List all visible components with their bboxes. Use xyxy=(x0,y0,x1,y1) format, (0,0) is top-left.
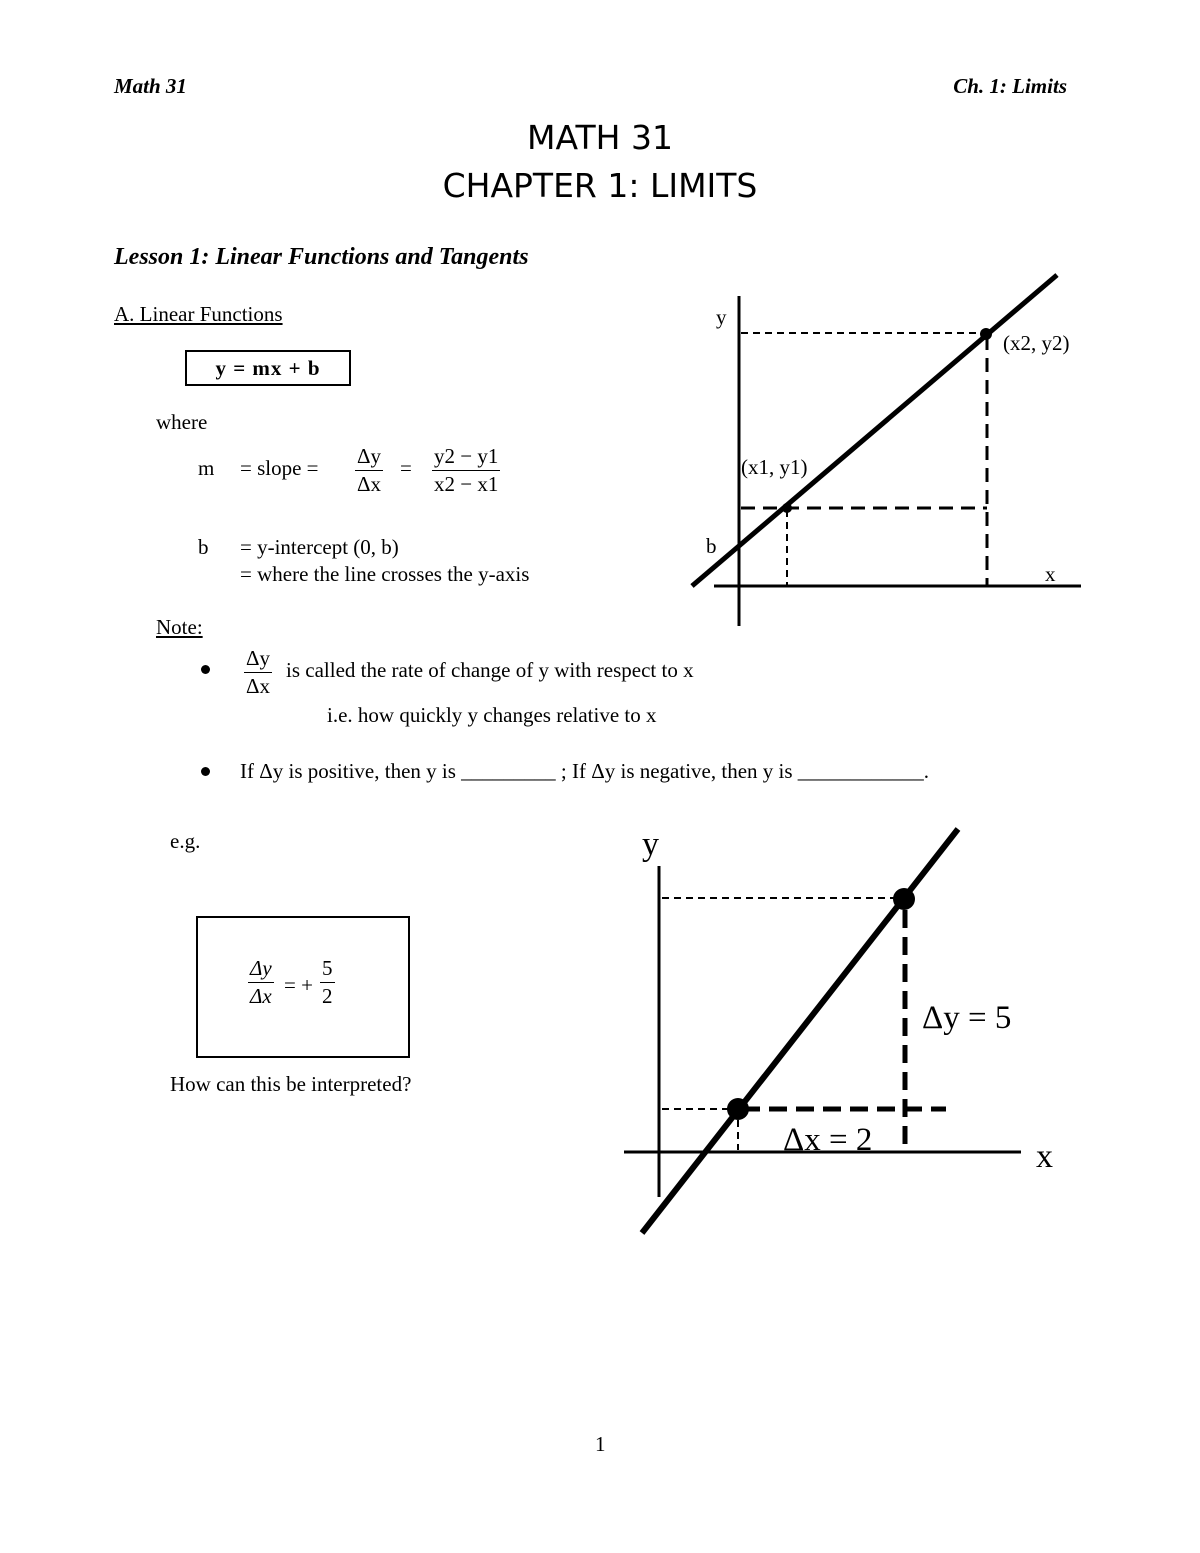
example-eq-sign: = + xyxy=(284,973,313,997)
b-line1: = y-intercept (0, b) xyxy=(240,535,399,559)
header-right: Ch. 1: Limits xyxy=(953,74,1067,98)
bullet1-sub: i.e. how quickly y changes relative to x xyxy=(327,703,657,727)
graph-2 xyxy=(624,826,1053,1233)
graph1-point2 xyxy=(980,328,992,340)
slope-den: Δx xyxy=(357,472,382,496)
graph2-x-label: x xyxy=(1036,1138,1053,1175)
m-label: m xyxy=(198,456,215,480)
eg-label: e.g. xyxy=(170,829,201,853)
graph1-point1 xyxy=(782,503,792,513)
page-number: 1 xyxy=(595,1432,606,1456)
graph1-y-label: y xyxy=(716,305,727,329)
example-frac-den: Δx xyxy=(250,984,272,1008)
title-line1: MATH 31 xyxy=(527,118,673,157)
rate-den: Δx xyxy=(246,674,271,698)
header-left: Math 31 xyxy=(114,74,187,98)
graph1-line xyxy=(692,275,1057,586)
title-line2: CHAPTER 1: LIMITS xyxy=(442,166,758,205)
graph-1 xyxy=(692,275,1081,626)
note-heading: Note: xyxy=(156,615,203,639)
example-value-num: 5 xyxy=(320,958,335,983)
b-label: b xyxy=(198,535,209,559)
graph1-p2-label: (x2, y2) xyxy=(1003,331,1070,355)
graph1-p1-label: (x1, y1) xyxy=(741,455,808,479)
example-frac-num: Δy xyxy=(248,958,274,983)
m-eq: = slope = xyxy=(240,456,319,480)
graph2-dx-label: Δx = 2 xyxy=(783,1122,873,1158)
bullet2-text: If Δy is positive, then y is _________ ; If Δy is negative, then y is ____________. xyxy=(240,759,930,783)
eq-sign: = xyxy=(400,456,412,480)
graph1-b-label: b xyxy=(706,534,717,558)
b-line2: = where the line crosses the y-axis xyxy=(240,562,530,586)
graph2-line xyxy=(642,829,958,1233)
y-diff: y2 − y1 xyxy=(432,446,500,471)
example-value-den: 2 xyxy=(322,984,333,1008)
example-question: How can this be interpreted? xyxy=(170,1072,412,1096)
graph2-point1 xyxy=(727,1098,749,1120)
slope-num: Δy xyxy=(355,446,383,471)
bullet1-text: is called the rate of change of y with respect to x xyxy=(286,658,694,682)
graph1-x-label: x xyxy=(1045,562,1056,586)
lesson-title: Lesson 1: Linear Functions and Tangents xyxy=(114,244,529,270)
section-heading: A. Linear Functions xyxy=(114,302,283,326)
rate-num: Δy xyxy=(244,648,272,673)
formula-text: y = mx + b xyxy=(215,356,321,380)
x-diff: x2 − x1 xyxy=(434,472,499,496)
graph2-point2 xyxy=(893,888,915,910)
graph2-y-label: y xyxy=(642,826,659,863)
where-label: where xyxy=(156,410,208,434)
graph2-dy-label: Δy = 5 xyxy=(922,1000,1012,1036)
